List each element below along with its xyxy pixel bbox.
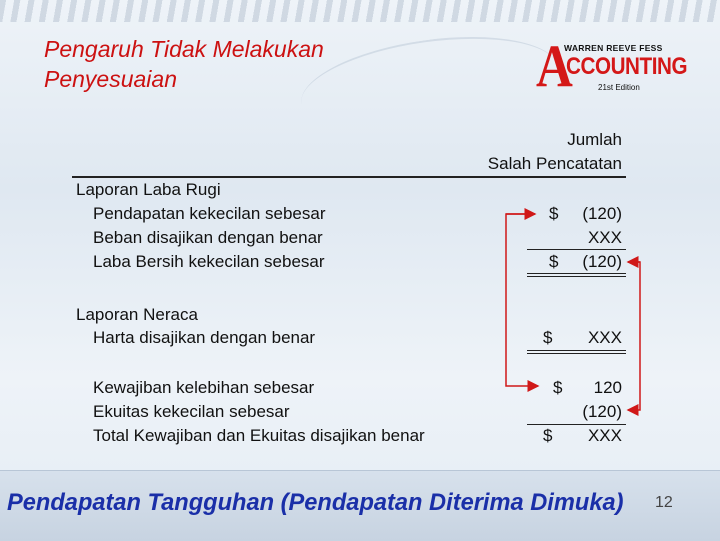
row-label-revenue: Pendapatan kekecilan sebesar [93,204,326,223]
right-connector-arrow [628,262,640,410]
row-label-expense: Beban disajikan dengan benar [93,228,323,247]
row-value-liabilities: 120 [593,378,622,397]
row-currency-total: $ [543,426,553,445]
income-statement-heading: Laporan Laba Rugi [76,180,221,199]
footer-title: Pendapatan Tangguhan (Pendapatan Diterima Dimuka) [7,489,624,516]
row-label-total: Total Kewajiban dan Ekuitas disajikan benar [93,426,425,445]
row-value-assets: XXX [587,328,622,347]
left-connector-arrow [506,214,538,386]
column-header-line1: Jumlah [567,130,622,149]
slide-title-line2: Penyesuaian [44,66,177,92]
row-value-revenue: (120) [582,204,622,223]
logo-edition: 21st Edition [598,83,640,92]
row-currency-assets: $ [543,328,553,347]
row-value-net-income: (120) [582,252,622,271]
logo-authors: WARREN REEVE FESS [564,43,663,53]
page-number: 12 [655,494,673,511]
row-value-total: XXX [587,426,622,445]
row-label-assets: Harta disajikan dengan benar [93,328,316,347]
logo-letter-a: A [536,33,573,99]
logo-word: CCOUNTING [566,53,688,80]
row-currency-revenue: $ [549,204,559,223]
row-value-equity: (120) [582,402,622,421]
row-label-liabilities: Kewajiban kelebihan sebesar [93,378,315,397]
row-label-equity: Ekuitas kekecilan sebesar [93,402,290,421]
balance-sheet-heading: Laporan Neraca [76,305,198,324]
row-value-expense: XXX [587,228,622,247]
row-label-net-income: Laba Bersih kekecilan sebesar [93,252,325,271]
row-currency-liabilities: $ [553,378,563,397]
slide-title-line1: Pengaruh Tidak Melakukan [44,36,324,62]
row-currency-net-income: $ [549,252,559,271]
column-header-line2: Salah Pencatatan [487,154,622,173]
